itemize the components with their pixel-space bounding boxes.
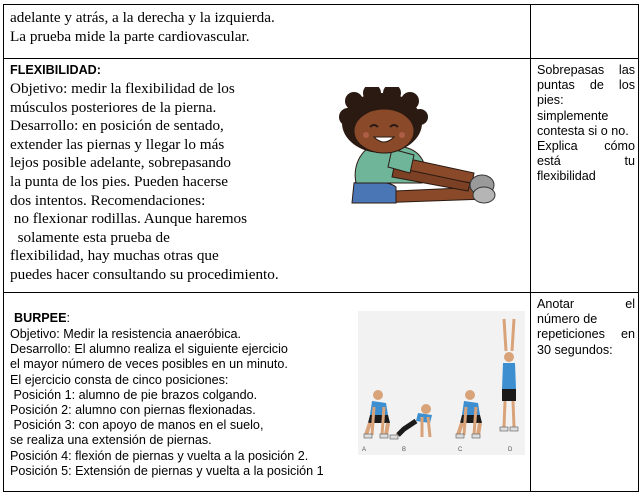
photo-label: D: [508, 447, 513, 453]
note-line: flexibilidad: [537, 169, 596, 184]
text-line: Objetivo: Medir la resistencia anaeróbica.: [10, 327, 241, 341]
text-line: Posición 2: alumno con piernas flexionadas.: [10, 403, 256, 418]
note-line: Sobrepasas las: [537, 63, 635, 77]
photo-label: B: [402, 447, 407, 453]
description-cell: [4, 5, 531, 58]
text-line: puedes hacer consultando su procedimiento.: [10, 265, 279, 283]
note-line: contesta si o no.: [537, 123, 629, 138]
child-stretching-illustration: [334, 87, 504, 207]
section-title: [14, 311, 70, 326]
text-line: Objetivo: medir la flexibilidad de los: [10, 80, 235, 97]
text-line: El ejercicio consta de cinco posiciones:: [10, 372, 229, 387]
description-cell: [4, 59, 531, 292]
text-line: flexibilidad, hay muchas otras que: [10, 247, 219, 265]
notes-cell: [531, 59, 638, 292]
note-line: 30 segundos:: [537, 342, 613, 357]
text-line: Posición 4: flexión de piernas y vuelta a la posición 2.: [10, 448, 309, 463]
text-line: el mayor número de veces posibles en un minuto.: [10, 357, 288, 372]
table-row: [4, 5, 638, 59]
text-line: la punta de los pies. Pueden hacerse: [10, 172, 229, 190]
photo-label: A: [362, 447, 367, 453]
note-line: pies:: [537, 93, 564, 108]
text-line: Posición 3: con apoyo de manos en el suelo,: [10, 418, 264, 433]
text-line: Desarrollo: El alumno realiza el siguiente ejercicio: [10, 342, 288, 357]
burpee-title: BURPEE: [14, 311, 67, 325]
text-line: Posición 5: Extensión de piernas y vuelta a la posición 1: [10, 463, 324, 478]
note-line: está tu: [537, 154, 635, 169]
description-cell: [4, 293, 531, 491]
note-line: puntas de los: [537, 78, 635, 93]
section-body: [10, 327, 324, 479]
text-line: músculos posteriores de la pierna.: [10, 98, 217, 116]
text-line: Posición 1: alumno de pie brazos colgando.: [10, 387, 258, 402]
note-line: simplemente: [537, 108, 609, 123]
table-row-flexibilidad: [4, 59, 638, 293]
text-line: lejos posible adelante, sobrepasando: [10, 154, 231, 172]
text-line: dos intentos. Recomendaciones:: [10, 191, 206, 209]
notes-cell: [531, 5, 638, 58]
text-line: adelante y atrás, a la derecha y la izquierda.: [10, 9, 275, 26]
table-row-burpee: [4, 293, 638, 491]
notes-cell: [531, 293, 638, 491]
burpee-sequence-photo: [358, 311, 525, 455]
note-line: Anotar el: [537, 297, 635, 311]
photo-label: C: [458, 447, 463, 453]
title-colon: :: [66, 311, 70, 325]
text-line: Desarrollo: en posición de sentado,: [10, 117, 224, 135]
section-body: [10, 80, 279, 285]
evaluation-table: [3, 4, 639, 492]
note-line: número de: [537, 312, 598, 327]
note-line: repeticiones en: [537, 327, 635, 342]
text-line: solamente esta prueba de: [10, 228, 170, 246]
text-line: no flexionar rodillas. Aunque haremos: [10, 210, 248, 228]
text-line: se realiza una extensión de piernas.: [10, 433, 212, 448]
section-title: FLEXIBILIDAD:: [10, 63, 101, 77]
text-line: extender las piernas y llegar lo más: [10, 135, 225, 153]
note-line: Explica cómo: [537, 139, 635, 154]
text-line: La prueba mide la parte cardiovascular.: [10, 27, 250, 45]
